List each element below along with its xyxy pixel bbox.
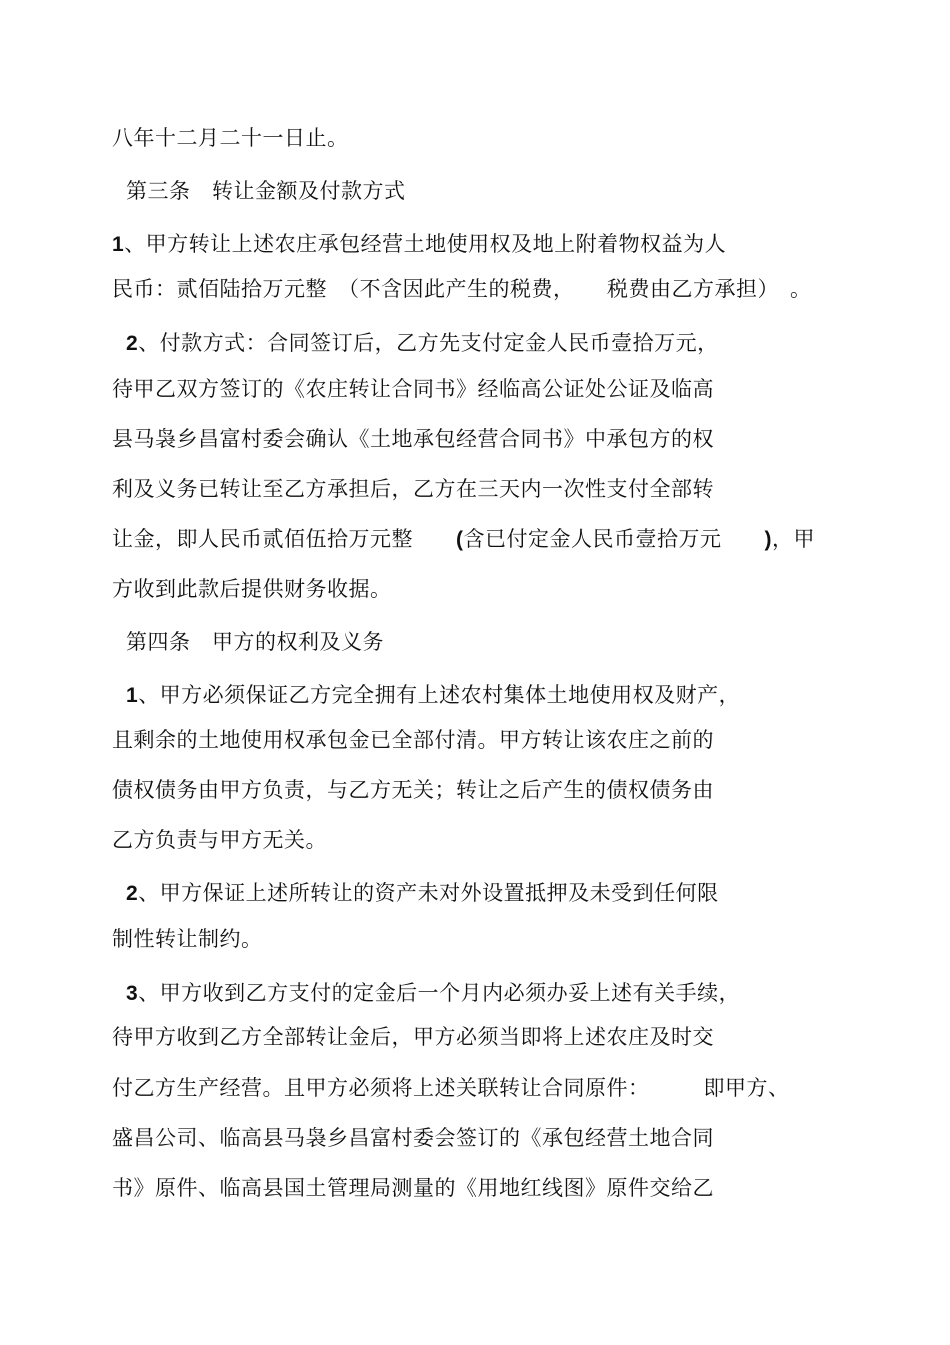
line-text: 债权债务由甲方负责，与乙方无关；转让之后产生的债权债务由 <box>112 778 714 802</box>
text-line <box>112 474 714 504</box>
line-text: 付乙方生产经营。且甲方必须将上述关联转让合同原件： 即甲方、 <box>112 1076 790 1100</box>
paren-open: ( <box>456 528 464 551</box>
line-text: 乙方负责与甲方无关。 <box>112 828 327 852</box>
section-heading <box>126 176 406 206</box>
text-line <box>112 229 726 260</box>
line-text: 且剩余的土地使用权承包金已全部付清。甲方转让该农庄之前的 <box>112 728 714 752</box>
line-text: ，甲 <box>772 527 815 551</box>
text-line <box>112 274 812 304</box>
line-text: 、甲方必须保证乙方完全拥有上述农村集体土地使用权及财产， <box>138 683 741 707</box>
line-text: 方收到此款后提供财务收据。 <box>112 577 392 601</box>
text-line <box>112 725 714 755</box>
line-text: 书》原件、临高县国土管理局测量的《用地红线图》原件交给乙 <box>112 1176 714 1200</box>
text-line <box>112 924 263 954</box>
line-text: 让金，即人民币贰佰伍拾万元整 <box>112 527 456 551</box>
item-number: 3 <box>126 982 139 1005</box>
text-line <box>126 978 740 1009</box>
text-line <box>112 424 714 454</box>
item-number: 2 <box>126 882 139 905</box>
line-text: 八年十二月二十一日止。 <box>112 126 349 150</box>
text-line <box>112 1173 714 1203</box>
text-line <box>112 123 349 153</box>
section-heading <box>126 627 384 657</box>
item-number: 1 <box>126 684 139 707</box>
line-text: 县马袅乡昌富村委会确认《土地承包经营合同书》中承包方的权 <box>112 427 714 451</box>
line-text: 、付款方式：合同签订后，乙方先支付定金人民币壹拾万元， <box>138 331 719 355</box>
line-text: 、甲方转让上述农庄承包经营土地使用权及地上附着物权益为人 <box>124 232 727 256</box>
paren-close: ) <box>764 528 772 551</box>
text-line <box>112 825 327 855</box>
heading-text: 第四条 甲方的权利及义务 <box>126 630 384 654</box>
text-line <box>112 1123 714 1153</box>
line-text: 盛昌公司、临高县马袅乡昌富村委会签订的《承包经营土地合同 <box>112 1126 714 1150</box>
line-text: 利及义务已转让至乙方承担后，乙方在三天内一次性支付全部转 <box>112 477 714 501</box>
line-text: 制性转让制约。 <box>112 927 263 951</box>
text-line <box>126 328 719 359</box>
text-line <box>126 878 719 909</box>
line-text: 民币：贰佰陆拾万元整 （不含因此产生的税费， 税费由乙方承担） 。 <box>112 277 812 301</box>
heading-text: 第三条 转让金额及付款方式 <box>126 179 406 203</box>
text-line <box>112 574 392 604</box>
line-text: 待甲方收到乙方全部转让金后，甲方必须当即将上述农庄及时交 <box>112 1025 714 1049</box>
item-number: 1 <box>112 233 125 256</box>
line-text: 含已付定金人民币壹拾万元 <box>463 527 765 551</box>
line-text: 、甲方收到乙方支付的定金后一个月内必须办妥上述有关手续， <box>138 981 741 1005</box>
text-line <box>126 680 740 711</box>
text-line <box>112 1022 714 1052</box>
text-line <box>112 524 815 555</box>
text-line <box>112 374 714 404</box>
line-text: 、甲方保证上述所转让的资产未对外设置抵押及未受到任何限 <box>138 881 719 905</box>
text-line <box>112 775 714 805</box>
line-text: 待甲乙双方签订的《农庄转让合同书》经临高公证处公证及临高 <box>112 377 714 401</box>
item-number: 2 <box>126 332 139 355</box>
text-line <box>112 1073 790 1103</box>
